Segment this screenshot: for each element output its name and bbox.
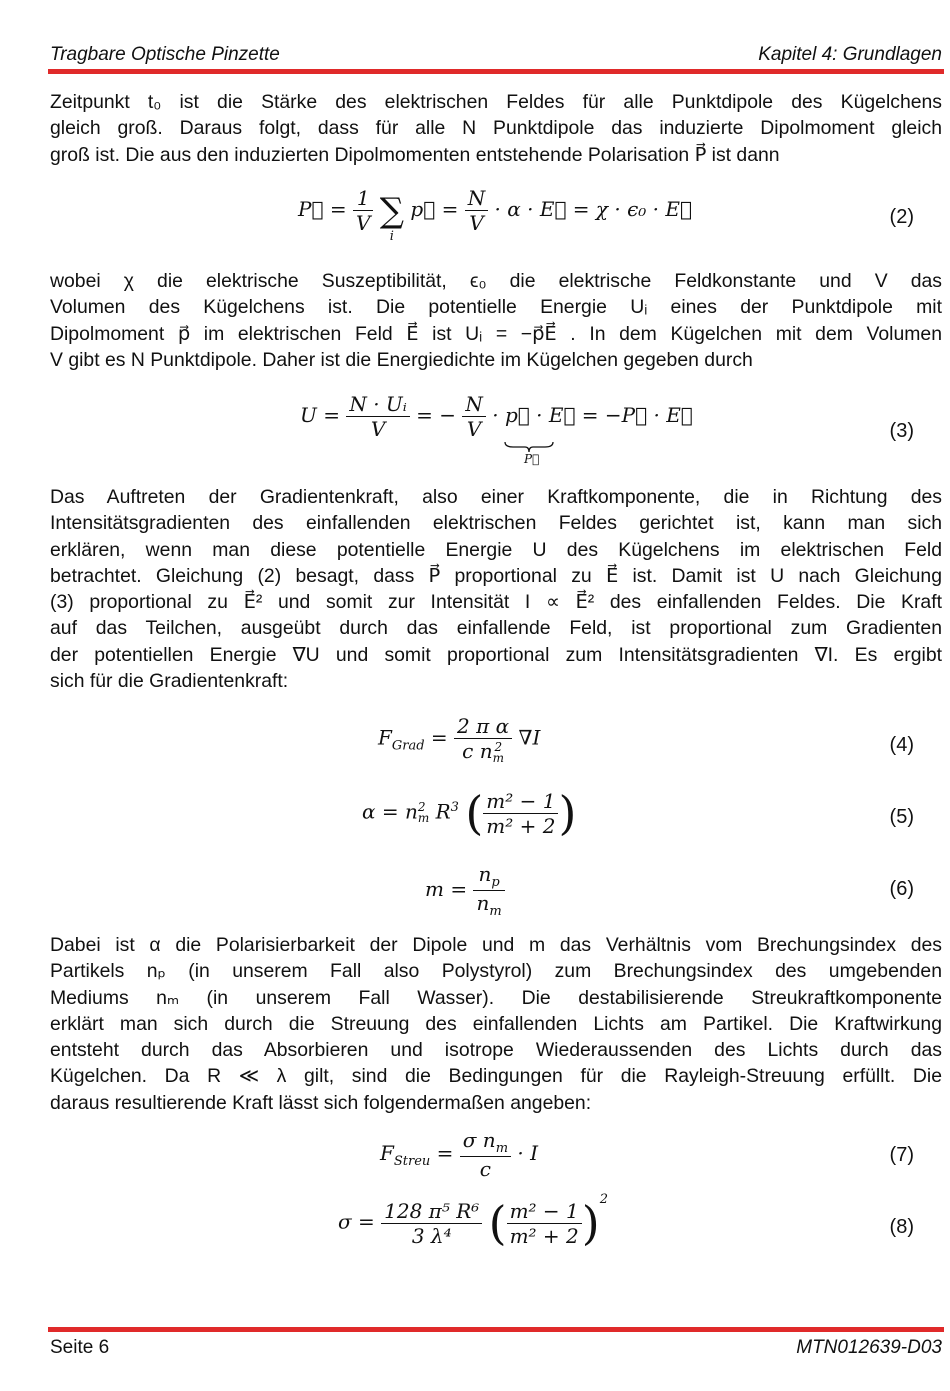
- eq8-lhs: σ =: [338, 1209, 375, 1234]
- eq2-num: 1: [353, 186, 373, 211]
- eq4-lhs: F: [378, 725, 392, 750]
- text-line: sich für die Gradientenkraft:: [50, 670, 289, 693]
- equation-4: [50, 714, 942, 776]
- eq2-rest: · α · E⃗ = χ · ϵ₀ · E⃗: [494, 197, 692, 221]
- eq4-den-script: [492, 739, 505, 765]
- eq4-den-text: c n: [462, 739, 493, 763]
- eq7-lhs: F: [380, 1141, 394, 1165]
- eq8-exp: 2: [599, 1192, 609, 1207]
- eq6-num-sub: p: [491, 875, 500, 890]
- eq4-lhs-sub: Grad: [391, 738, 425, 754]
- eq3-den1: V: [370, 417, 386, 441]
- equation-2-body: [298, 186, 692, 244]
- eq6-num-text: n: [478, 862, 492, 886]
- eq6-num: [473, 862, 504, 891]
- equation-5-body: [362, 786, 576, 840]
- eq2-num2: N: [465, 186, 489, 211]
- equation-8-body: [338, 1192, 609, 1250]
- paragraph-4: [50, 932, 942, 1116]
- eq4-den-sup: 2: [494, 739, 503, 754]
- text-line: Zeitpunkt t₀ ist die Stärke des elektrischen Feldes für alle Punktdipole des Kügelchens: [50, 91, 942, 113]
- header-title: Tragbare Optische Pinzette: [50, 44, 280, 65]
- eq7-num-sub: m: [495, 1141, 509, 1156]
- eq2-den2: V: [469, 211, 484, 235]
- eq8-frac2: [507, 1199, 582, 1248]
- eq2-p: p⃗ =: [410, 197, 459, 221]
- text-line: erklären, wenn man diese potentielle Energie U des Kügelchens im elektrischen Feld: [50, 538, 942, 561]
- eq8-den: 3 λ⁴: [411, 1223, 452, 1248]
- eq3-rest: · p⃗ · E⃗ = −P⃗ · E⃗: [492, 403, 693, 427]
- eq3-num2: N: [462, 392, 486, 417]
- text-line: wobei χ die elektrische Suszeptibilität, ϵ₀ die elektrische Feldkonstante und V das: [50, 270, 942, 292]
- eq3-den2: V: [466, 417, 482, 441]
- equation-7-body: [380, 1128, 538, 1181]
- eq6-den: [473, 891, 504, 919]
- text-line: V gibt es N Punktdipole. Daher ist die Energiedichte im Kügelchen gegeben durch: [50, 348, 753, 371]
- eq2-sum-index: i: [389, 228, 394, 244]
- eq2-sum-sign: ∑: [379, 190, 405, 231]
- eq2-frac1: [353, 186, 373, 235]
- text-line: Das Auftreten der Gradientenkraft, also einer Kraftkomponente, die in Richtung des: [50, 486, 942, 508]
- equation-number: (4): [889, 734, 914, 756]
- eq5-R: R: [429, 799, 451, 824]
- eq7-lhs-sub: Streu: [393, 1154, 431, 1169]
- eq3-frac2: [462, 392, 486, 441]
- paragraph-3: [50, 484, 942, 694]
- eq5-num: m² − 1: [483, 789, 558, 814]
- eq5-sup: 2: [417, 800, 426, 814]
- eq7-den: c: [479, 1157, 491, 1181]
- equation-8: [50, 1192, 942, 1262]
- header-chapter: Kapitel 4: Grundlagen: [758, 44, 942, 65]
- text-line: (3) proportional zu E⃗² und somit zur Intensität I ∝ E⃗² des einfallenden Feldes. Die Kraft: [50, 591, 942, 614]
- equation-5: [50, 786, 942, 852]
- eq8-pnum: m² − 1: [507, 1199, 582, 1224]
- eq4-den-sub: m: [492, 750, 505, 765]
- eq2-lhs: P⃗: [298, 197, 324, 221]
- paragraph-1: [50, 89, 942, 168]
- eq2-eq: =: [329, 197, 353, 221]
- document-id: MTN012639-D03: [796, 1337, 942, 1358]
- eq8-num: 128 π⁵ R⁶: [381, 1199, 482, 1224]
- eq6-den-sub: m: [489, 904, 502, 919]
- eq7-num: [460, 1128, 511, 1157]
- eq4-rest: ∇I: [518, 725, 541, 750]
- paragraph-2: [50, 268, 942, 373]
- eq3-lhs: U =: [300, 403, 340, 427]
- equation-number: (5): [889, 806, 914, 828]
- text-line: Volumen des Kügelchens ist. Die potentielle Energie Uᵢ eines der Punktdipole mit: [50, 296, 942, 319]
- equation-7: [50, 1128, 942, 1188]
- text-line: groß ist. Die aus den induzierten Dipolmomenten entstehende Polarisation P⃗ ist dann: [50, 143, 780, 166]
- eq2-sum: [379, 190, 405, 244]
- equation-6: [50, 862, 942, 922]
- equation-number: (2): [889, 206, 914, 228]
- text-line: gleich groß. Daraus folgt, dass für alle N Punktdipole das induzierte Dipolmoment gleich: [50, 117, 942, 140]
- text-line: erklärt man sich durch die Streuung des einfallenden Lichts am Partikel. Die Kraftwirkung: [50, 1012, 942, 1035]
- equation-number: (6): [889, 878, 914, 900]
- equation-3-body: [300, 392, 693, 441]
- text-line: Dipolmoment p⃗ im elektrischen Feld E⃗ ist Uᵢ = −p⃗E⃗ . In dem Kügelchen mit dem Volumen: [50, 322, 942, 345]
- equation-number: (3): [889, 420, 914, 442]
- eq6-frac: [473, 862, 504, 919]
- text-line: daraus resultierende Kraft lässt sich folgendermaßen angeben:: [50, 1091, 592, 1114]
- text-line: Mediums nₘ (in unserem Fall Wasser). Die destabilisierende Streukraftkomponente: [50, 986, 942, 1009]
- right-paren-icon: ): [581, 1196, 600, 1250]
- eq7-eq: =: [430, 1141, 454, 1165]
- eq8-pden: m² + 2: [509, 1223, 579, 1248]
- equation-number: (7): [889, 1144, 914, 1166]
- eq5-sub: m: [417, 811, 430, 825]
- eq5-script: [418, 802, 429, 824]
- eq3-frac1: [346, 392, 409, 441]
- eq7-num-text: σ n: [462, 1128, 496, 1152]
- page-number: Seite 6: [50, 1337, 110, 1358]
- equation-3: [50, 392, 942, 472]
- equation-4-body: [378, 714, 540, 764]
- eq8-frac: [381, 1199, 482, 1248]
- eq6-lhs: m =: [425, 877, 468, 901]
- equation-2: [50, 186, 942, 252]
- eq7-rest: · I: [517, 1141, 538, 1165]
- eq4-den: [454, 739, 512, 764]
- eq3-brace-label: P⃗: [524, 452, 540, 466]
- text-line: Kügelchen. Da R ≪ λ gilt, sind die Bedingungen für die Rayleigh-Streuung erfüllt. Die: [50, 1065, 942, 1088]
- eq6-den-text: n: [476, 891, 490, 915]
- eq2-den: V: [355, 211, 371, 235]
- eq4-eq: =: [424, 725, 448, 750]
- eq5-R-sup: 3: [450, 799, 459, 815]
- eq5-frac: [483, 789, 558, 838]
- eq5-den: m² + 2: [486, 813, 556, 838]
- right-paren-icon: ): [558, 786, 577, 840]
- eq7-frac: [460, 1128, 511, 1181]
- equation-number: (8): [889, 1216, 914, 1238]
- left-paren-icon: (: [488, 1196, 507, 1250]
- text-line: entsteht durch das Absorbieren und isotrope Wiederaussenden des Lichts durch das: [50, 1039, 942, 1062]
- left-paren-icon: (: [465, 786, 484, 840]
- equation-6-body: [425, 862, 505, 919]
- text-line: der potentiellen Energie ∇U und somit proportional zum Intensitätsgradienten ∇I. Es ergibt: [50, 643, 942, 666]
- eq4-num: 2 π α: [454, 714, 512, 739]
- eq4-frac: [454, 714, 512, 764]
- eq3-mid: = −: [416, 403, 457, 427]
- eq2-frac2: [465, 186, 489, 235]
- text-line: Intensitätsgradienten des einfallenden elektrischen Feldes gerichtet ist, kann man sich: [50, 512, 942, 535]
- text-line: betrachtet. Gleichung (2) besagt, dass P⃗ proportional zu E⃗ ist. Damit ist U nach Gleichung: [50, 564, 942, 587]
- header-rule: [48, 69, 944, 74]
- footer-rule: [48, 1327, 944, 1332]
- text-line: auf das Teilchen, ausgeübt durch das einfallende Feld, ist proportional zum Gradienten: [50, 617, 942, 640]
- eq5-lhs: α = n: [362, 799, 418, 824]
- text-line: Partikels nₚ (in unserem Fall also Polystyrol) zum Brechungsindex des umgebenden: [50, 960, 942, 983]
- text-line: Dabei ist α die Polarisierbarkeit der Dipole und m das Verhältnis vom Brechungsindex des: [50, 934, 942, 956]
- eq3-num1: N · Uᵢ: [346, 392, 409, 417]
